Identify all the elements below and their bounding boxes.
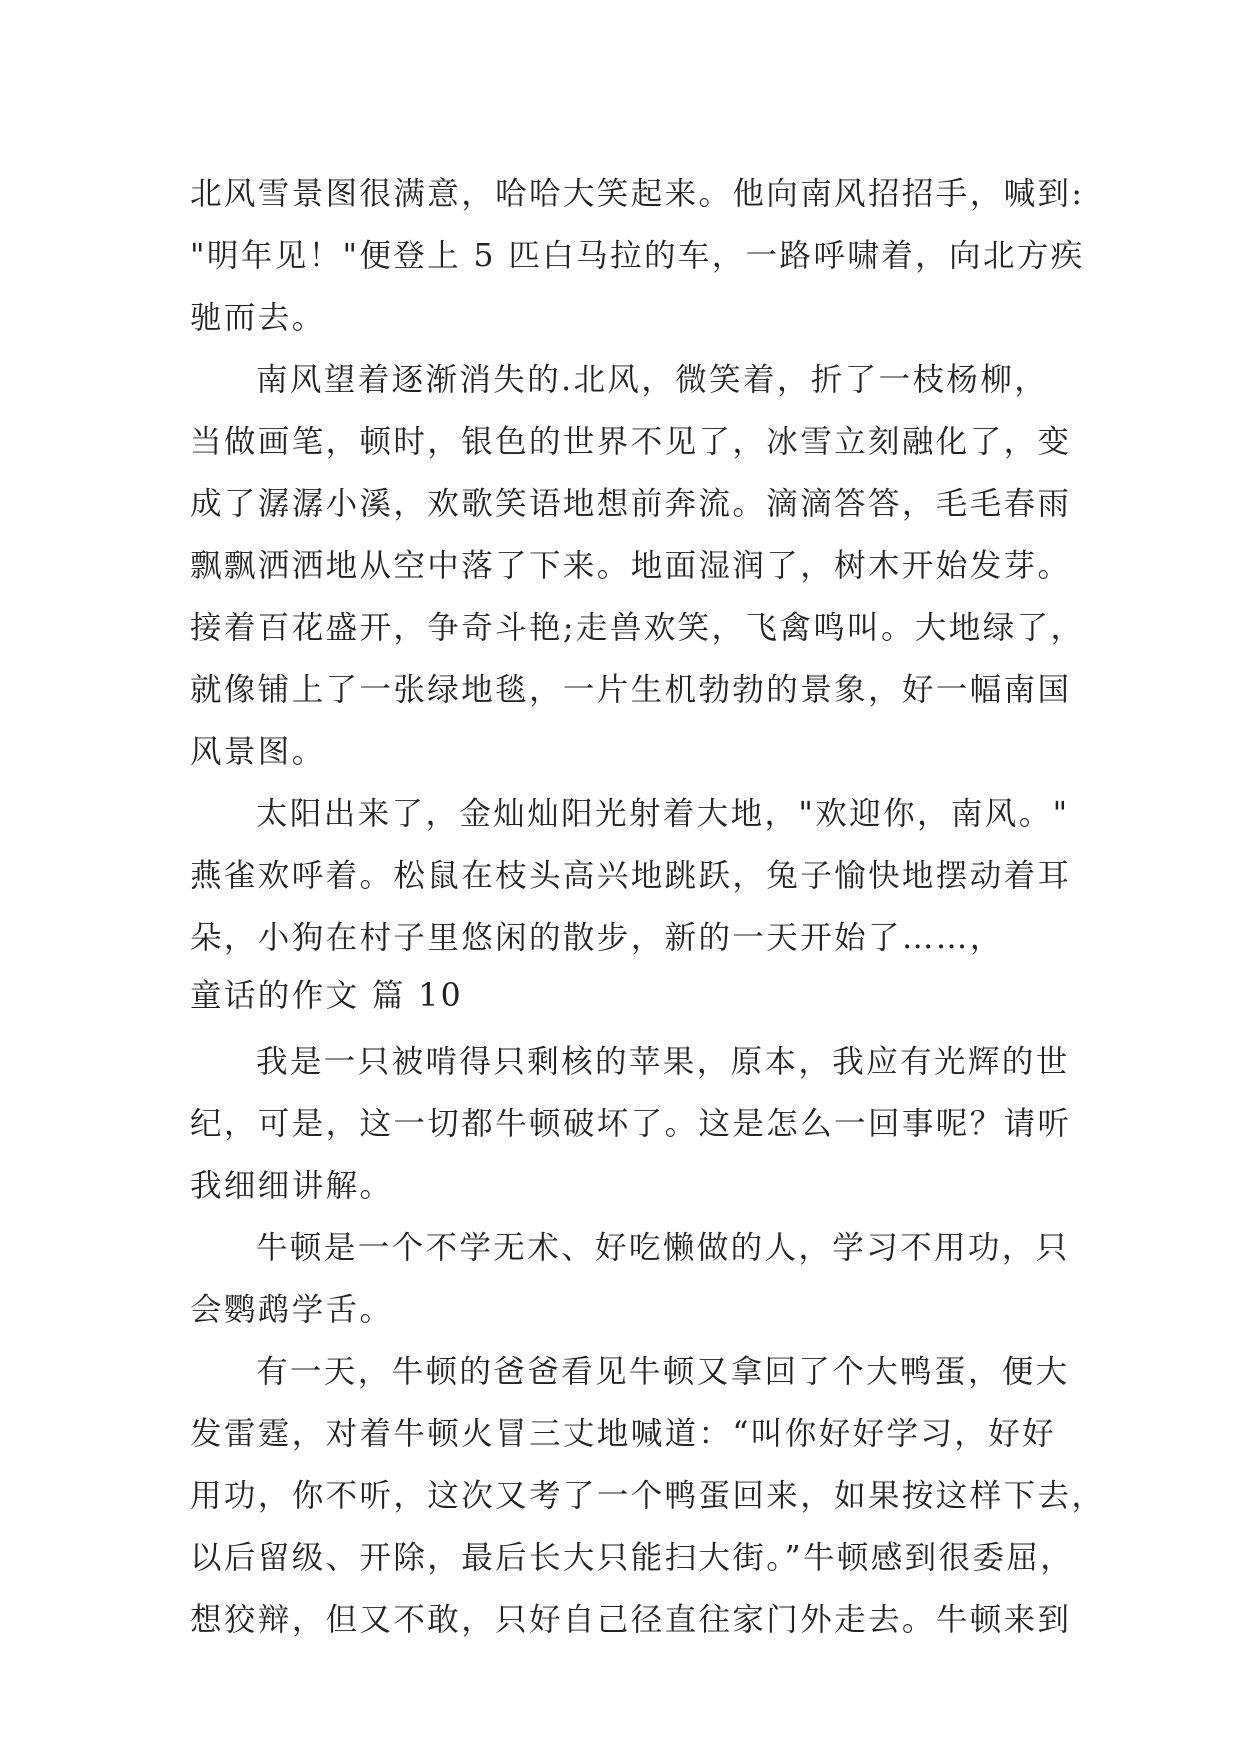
paragraph-first-line: 有一天，牛顿的爸爸看见牛顿又拿回了个大鸭蛋，便大 <box>256 1354 1070 1390</box>
document-body <box>190 163 1106 1651</box>
text-line: 朵，小狗在村子里悠闲的散步，新的一天开始了……， <box>190 920 1004 956</box>
paragraph-first-line: 太阳出来了，金灿灿阳光射着大地，"欢迎你，南风。" <box>256 796 1070 832</box>
paragraph-first-line: 南风望着逐渐消失的.北风，微笑着，折了一枝杨柳， <box>256 362 1049 398</box>
text-line: 纪，可是，这一切都牛顿破坏了。这是怎么一回事呢？请听 <box>190 1106 1072 1142</box>
text-line: 就像铺上了一张绿地毯，一片生机勃勃的景象，好一幅南国 <box>190 672 1072 708</box>
text-line: 风景图。 <box>190 734 326 770</box>
text-line: 用功，你不听，这次又考了一个鸭蛋回来，如果按这样下去， <box>190 1478 1106 1514</box>
text-line: 驰而去。 <box>190 300 326 336</box>
text-line: 成了潺潺小溪，欢歌笑语地想前奔流。滴滴答答，毛毛春雨 <box>190 486 1072 522</box>
text-line: 发雷霆，对着牛顿火冒三丈地喊道：“叫你好好学习，好好 <box>190 1416 1057 1452</box>
text-line: 当做画笔，顿时，银色的世界不见了，冰雪立刻融化了，变 <box>190 424 1072 460</box>
text-line: 接着百花盛开，争奇斗艳;走兽欢笑，飞禽鸣叫。大地绿了， <box>190 610 1085 646</box>
text-line: 以后留级、开除，最后长大只能扫大街。”牛顿感到很委屈， <box>190 1540 1075 1576</box>
text-line: 北风雪景图很满意，哈哈大笑起来。他向南风招招手，喊到: <box>190 176 1085 212</box>
text-line: 飘飘洒洒地从空中落了下来。地面湿润了，树木开始发芽。 <box>190 548 1072 584</box>
paragraph-first-line: 我是一只被啃得只剩核的苹果，原本，我应有光辉的世 <box>256 1044 1070 1080</box>
text-line: 我细细讲解。 <box>190 1168 394 1204</box>
section-heading: 童话的作文 篇 10 <box>190 978 464 1014</box>
text-line: 燕雀欢呼着。松鼠在枝头高兴地跳跃，兔子愉快地摆动着耳 <box>190 858 1072 894</box>
paragraph-first-line: 牛顿是一个不学无术、好吃懒做的人，学习不用功，只 <box>256 1230 1070 1266</box>
text-line: "明年见！"便登上 5 匹白马拉的车，一路呼啸着，向北方疾 <box>190 238 1085 274</box>
text-line: 会鹦鹉学舌。 <box>190 1292 394 1328</box>
text-line: 想狡辩，但又不敢，只好自己径直往家门外走去。牛顿来到 <box>190 1602 1072 1638</box>
